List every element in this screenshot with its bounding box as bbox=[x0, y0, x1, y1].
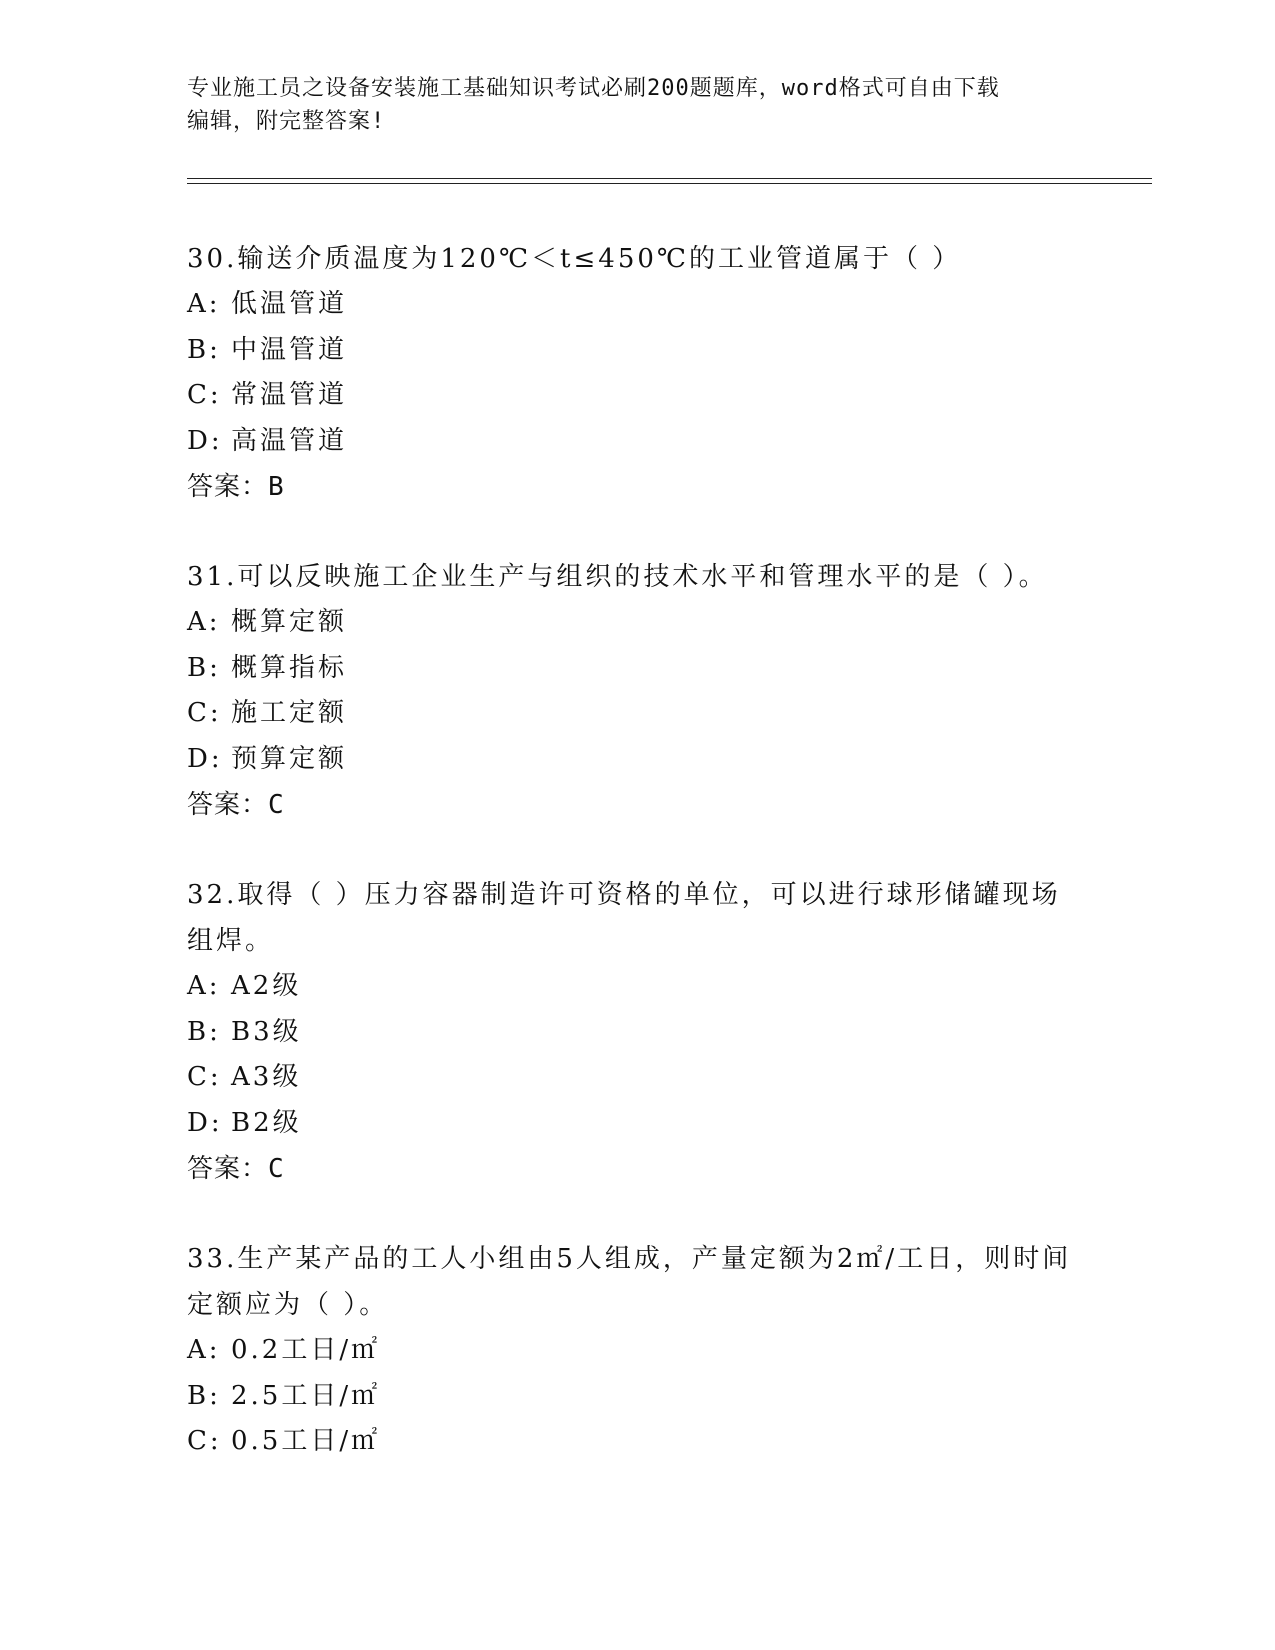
header-divider-top bbox=[187, 178, 1152, 179]
option-d bbox=[187, 419, 1087, 465]
question-text: 30.输送介质温度为120℃＜t≤450℃的工业管道属于（ ） bbox=[187, 244, 962, 274]
option-text: 0.2工日/㎡ bbox=[231, 1335, 381, 1365]
answer: 答案：C bbox=[187, 790, 285, 820]
header-divider-bottom bbox=[187, 183, 1152, 184]
option-letter: A: bbox=[187, 1335, 221, 1365]
question-33 bbox=[187, 1236, 1087, 1465]
option-a bbox=[187, 282, 1087, 328]
option-text: 概算定额 bbox=[231, 607, 348, 637]
question-text: 31.可以反映施工企业生产与组织的技术水平和管理水平的是（ ）。 bbox=[187, 562, 1048, 592]
option-letter: B: bbox=[187, 1016, 221, 1047]
question-text: 33.生产某产品的工人小组由5人组成，产量定额为2㎡/工日，则时间定额应为（ ）。 bbox=[187, 1244, 1072, 1320]
option-text: 高温管道 bbox=[231, 425, 348, 456]
question-30 bbox=[187, 236, 1087, 510]
option-text: 0.5工日/㎡ bbox=[231, 1426, 381, 1456]
option-text: 施工定额 bbox=[231, 698, 348, 728]
question-32 bbox=[187, 872, 1087, 1192]
option-text: 低温管道 bbox=[231, 289, 348, 319]
option-letter: D: bbox=[187, 743, 223, 774]
option-c bbox=[187, 1419, 1087, 1465]
option-text: 中温管道 bbox=[231, 334, 348, 365]
option-letter: C: bbox=[187, 698, 222, 728]
option-letter: A: bbox=[187, 607, 221, 637]
document-header bbox=[187, 72, 1067, 138]
option-text: B2级 bbox=[231, 1107, 302, 1138]
option-text: 预算定额 bbox=[231, 743, 348, 774]
option-d bbox=[187, 1101, 1087, 1147]
option-b bbox=[187, 328, 1087, 374]
option-letter: C: bbox=[187, 380, 222, 410]
option-c bbox=[187, 691, 1087, 737]
option-letter: B: bbox=[187, 652, 221, 683]
answer: 答案：C bbox=[187, 1154, 285, 1184]
option-letter: C: bbox=[187, 1426, 222, 1456]
option-text: 2.5工日/㎡ bbox=[231, 1380, 381, 1411]
option-letter: D: bbox=[187, 1107, 223, 1138]
question-31 bbox=[187, 554, 1087, 828]
option-letter: A: bbox=[187, 289, 221, 319]
option-text: 常温管道 bbox=[231, 380, 348, 410]
option-a bbox=[187, 600, 1087, 646]
option-text: 概算指标 bbox=[231, 652, 348, 683]
option-letter: D: bbox=[187, 425, 223, 456]
option-text: A2级 bbox=[231, 971, 302, 1001]
answer: 答案：B bbox=[187, 472, 285, 502]
option-b bbox=[187, 1374, 1087, 1420]
option-letter: B: bbox=[187, 1380, 221, 1411]
option-c bbox=[187, 1055, 1087, 1101]
option-b bbox=[187, 646, 1087, 692]
option-letter: B: bbox=[187, 334, 221, 365]
option-text: A3级 bbox=[231, 1062, 302, 1092]
option-a bbox=[187, 964, 1087, 1010]
option-d bbox=[187, 737, 1087, 783]
header-line-1: 专业施工员之设备安装施工基础知识考试必刷200题题库，word格式可自由下载 bbox=[187, 76, 1000, 101]
question-text: 32.取得（ ）压力容器制造许可资格的单位，可以进行球形储罐现场组焊。 bbox=[187, 880, 1061, 956]
option-text: B3级 bbox=[231, 1016, 302, 1047]
option-letter: C: bbox=[187, 1062, 222, 1092]
option-a bbox=[187, 1328, 1087, 1374]
option-letter: A: bbox=[187, 971, 221, 1001]
header-line-2: 编辑，附完整答案! bbox=[187, 109, 386, 134]
question-list bbox=[187, 236, 1087, 1509]
option-c bbox=[187, 373, 1087, 419]
option-b bbox=[187, 1010, 1087, 1056]
